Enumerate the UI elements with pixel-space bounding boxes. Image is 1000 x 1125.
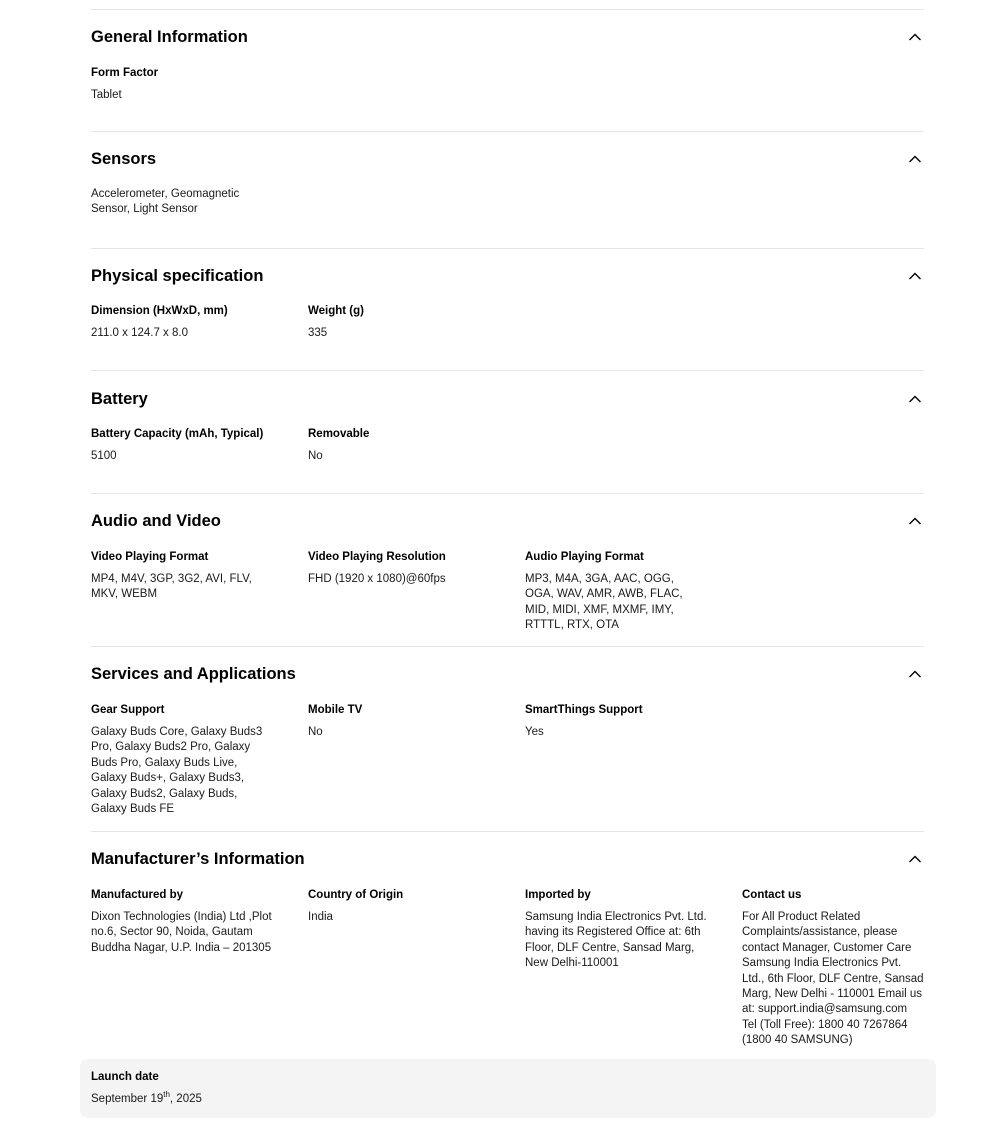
spec-label: Country of Origin: [308, 889, 404, 901]
spec-value: Accelerometer, Geomagnetic Sensor, Light Sensor: [91, 188, 240, 216]
section-title: Manufacturer’s Information: [91, 850, 305, 868]
spec-label: Dimension (HxWxD, mm): [91, 305, 228, 317]
chevron-up-icon[interactable]: [908, 667, 922, 681]
launch-date-label: Launch date: [91, 1071, 159, 1083]
spec-label: Video Playing Resolution: [308, 551, 446, 563]
spec-field-removable: [308, 427, 493, 464]
spec-label: Imported by: [525, 889, 591, 901]
spec-label: Removable: [308, 428, 370, 440]
spec-value: For All Product Related Complaints/assistance, please contact Manager, Customer Care Samsung India Electronics Pvt. Ltd., 6th Floor, DLF Centre, Sansad Marg, New Delhi - 110001 Email us at: support.india@samsung.com Tel (Toll Free): 1800 40 7267864 (1800 40 SAMSUNG): [742, 911, 924, 1047]
spec-field-audio-playing-format: [525, 550, 700, 634]
spec-label: Video Playing Format: [91, 551, 209, 563]
spec-label: Battery Capacity (mAh, Typical): [91, 428, 264, 440]
chevron-up-icon[interactable]: [908, 392, 922, 406]
spec-field-weight: [308, 304, 493, 341]
spec-field-mobile-tv: [308, 703, 493, 740]
divider: [91, 9, 924, 10]
launch-date-box: [80, 1059, 936, 1118]
spec-value: India: [308, 911, 333, 923]
spec-field-video-playing-resolution: [308, 550, 493, 587]
launch-date-suffix: th: [163, 1090, 170, 1099]
divider: [91, 831, 924, 832]
section-title: Battery: [91, 390, 148, 408]
spec-value: Tablet: [91, 89, 122, 101]
chevron-up-icon[interactable]: [908, 269, 922, 283]
spec-label: Mobile TV: [308, 704, 363, 716]
spec-label: Manufactured by: [91, 889, 184, 901]
divider: [91, 646, 924, 647]
spec-value: 335: [308, 327, 328, 339]
section-title: Physical specification: [91, 267, 264, 285]
spec-value: 211.0 x 124.7 x 8.0: [91, 327, 188, 339]
divider: [91, 493, 924, 494]
spec-value: Galaxy Buds Core, Galaxy Buds3 Pro, Galaxy Buds2 Pro, Galaxy Buds Pro, Galaxy Buds Live, Galaxy Buds+, Galaxy Buds3, Galaxy Buds2, Galaxy Buds, Galaxy Buds FE: [91, 726, 263, 816]
spec-field-sensors: [91, 180, 251, 218]
section-title: Sensors: [91, 150, 157, 168]
chevron-up-icon[interactable]: [908, 152, 922, 166]
spec-label: Weight (g): [308, 305, 364, 317]
spec-field-video-playing-format: [91, 550, 276, 603]
spec-value: No: [308, 450, 323, 462]
spec-field-form-factor: [91, 66, 276, 103]
spec-value: Dixon Technologies (India) Ltd ,Plot no.6, Sector 90, Noida, Gautam Buddha Nagar, U.P. India – 201305: [91, 911, 272, 954]
section-title: Services and Applications: [91, 665, 296, 683]
spec-value: Samsung India Electronics Pvt. Ltd. having its Registered Office at: 6th Floor, DLF Centre, Sansad Marg, New Delhi-110001: [525, 911, 707, 970]
spec-field-country-of-origin: [308, 888, 493, 925]
spec-label: Contact us: [742, 889, 802, 901]
chevron-up-icon[interactable]: [908, 30, 922, 44]
launch-date-day: September 19: [91, 1093, 164, 1105]
spec-value: FHD (1920 x 1080)@60fps: [308, 573, 446, 585]
spec-field-manufactured-by: [91, 888, 276, 956]
spec-label: SmartThings Support: [525, 704, 643, 716]
chevron-up-icon[interactable]: [908, 852, 922, 866]
launch-date-value: [91, 1092, 202, 1107]
section-title: General Information: [91, 28, 248, 46]
spec-field-smartthings-support: [525, 703, 710, 740]
divider: [91, 370, 924, 371]
spec-field-contact-us: [742, 888, 924, 1049]
spec-field-gear-support: [91, 703, 276, 817]
spec-value: MP3, M4A, 3GA, AAC, OGG, OGA, WAV, AMR, AWB, FLAC, MID, MIDI, XMF, MXMF, IMY, RTTTL, RTX, OTA: [525, 573, 683, 632]
spec-field-imported-by: [525, 888, 710, 972]
spec-label: Audio Playing Format: [525, 551, 644, 563]
spec-value: MP4, M4V, 3GP, 3G2, AVI, FLV, MKV, WEBM: [91, 573, 252, 601]
spec-value: No: [308, 726, 323, 738]
divider: [91, 248, 924, 249]
spec-label: Gear Support: [91, 704, 165, 716]
launch-date-year: , 2025: [169, 1093, 202, 1105]
spec-value: Yes: [525, 726, 544, 738]
chevron-up-icon[interactable]: [908, 514, 922, 528]
spec-label: Form Factor: [91, 67, 159, 79]
divider: [91, 131, 924, 132]
spec-value: 5100: [91, 450, 117, 462]
spec-field-battery-capacity: [91, 427, 276, 464]
spec-field-dimension: [91, 304, 276, 341]
section-title: Audio and Video: [91, 512, 221, 530]
